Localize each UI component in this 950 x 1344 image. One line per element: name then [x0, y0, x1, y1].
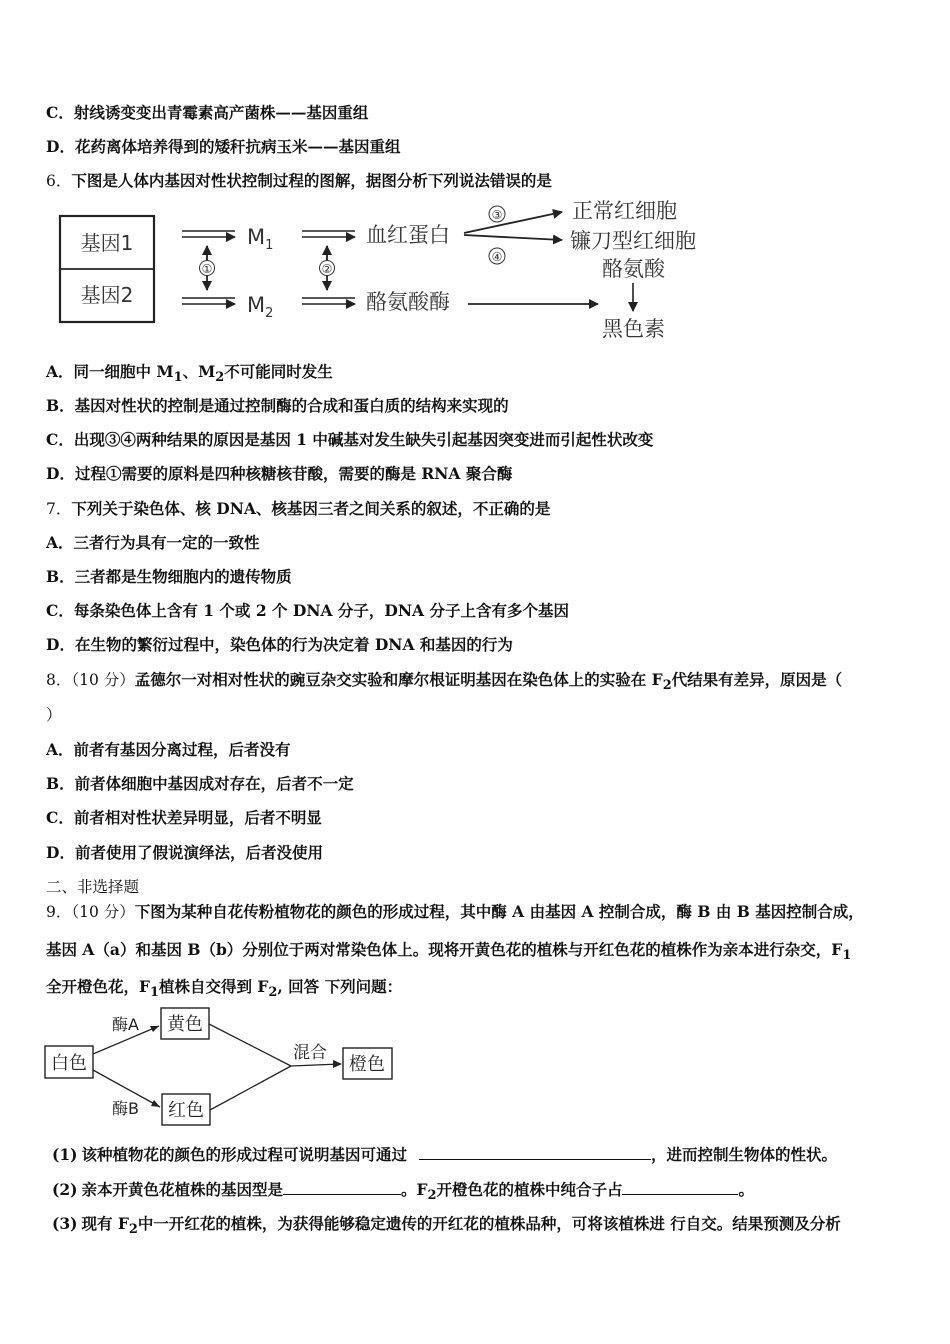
melanin-label: 黑色素 — [602, 317, 665, 341]
gene2-label: 基因2 — [80, 283, 134, 307]
answer-blank-3[interactable] — [622, 1180, 738, 1195]
question-9-stem-line3: 全开橙色花，$F_1$植株自交得到 $F_2$, 回答 下列问题： — [46, 977, 403, 1001]
q7-option-d: D．在生物的繁衍过程中，染色体的行为决定着 DNA 和基因的行为 — [46, 635, 513, 654]
section-heading: 二、非选择题 — [46, 878, 140, 896]
tyrosine-label: 酪氨酸 — [602, 257, 665, 281]
question-8-stem-cont: ） — [46, 706, 62, 724]
enzyme-a-label: 酶A — [112, 1015, 139, 1034]
question-8-stem: 8．（10 分）孟德尔一对相对性状的豌豆杂交实验和摩尔根证明基因在染色体上的实验在 $F_2$代结果有差异，原因是（ — [46, 670, 843, 694]
m2-label: $M_2$ — [247, 293, 274, 321]
step2-label: ② — [321, 262, 333, 276]
tyrosinase-label: 酪氨酸酶 — [366, 290, 450, 314]
q7-option-c: C．每条染色体上含有 1 个或 2 个 DNA 分子，DNA 分子上含有多个基因 — [46, 601, 569, 620]
option-d-prev: D．花药离体培养得到的矮秆抗病玉米——基因重组 — [46, 137, 401, 156]
q6-option-b: B．基因对性状的控制是通过控制酶的合成和蛋白质的结构来实现的 — [46, 396, 509, 415]
q6-option-a: A．同一细胞中 $M_1$、$M_2$不可能同时发生 — [46, 362, 333, 386]
hemoglobin-label: 血红蛋白 — [366, 223, 450, 247]
q8-option-a: A．前者有基因分离过程，后者没有 — [46, 740, 291, 759]
question-9-stem: 9．（10 分）下图为某种自花传粉植物花的颜色的形成过程，其中酶 A 由基因 A 控制合成，酶 B 由 B 基因控制合成， — [46, 902, 864, 921]
q9-part-1: (1) 该种植物花的颜色的形成过程可说明基因可通过 ，进而控制生物体的性状。 — [52, 1145, 837, 1164]
red-label: 红色 — [168, 1100, 204, 1121]
q7-option-a: A．三者行为具有一定的一致性 — [46, 533, 260, 552]
mix-label: 混合 — [293, 1043, 327, 1063]
step4-label: ④ — [491, 250, 503, 264]
enzyme-b-label: 酶B — [112, 1099, 139, 1118]
q6-option-d: D．过程①需要的原料是四种核糖核苷酸，需要的酶是 RNA 聚合酶 — [46, 464, 513, 483]
white-label: 白色 — [51, 1053, 87, 1074]
orange-label: 橙色 — [349, 1054, 385, 1075]
q9-part-2: (2) 亲本开黄色花植株的基因型是 。$F_2$开橙色花的植株中纯合子占 。 — [52, 1180, 754, 1204]
step1-label: ① — [201, 262, 213, 276]
q7-option-b: B．三者都是生物细胞内的遗传物质 — [46, 567, 292, 586]
flower-color-diagram — [44, 1006, 404, 1130]
q8-option-b: B．前者体细胞中基因成对存在，后者不一定 — [46, 774, 354, 793]
answer-blank-1[interactable] — [419, 1145, 651, 1160]
q8-option-c: C．前者相对性状差异明显，后者不明显 — [46, 808, 322, 827]
option-c-prev: C．射线诱变变出青霉素高产菌株——基因重组 — [46, 103, 369, 122]
yellow-label: 黄色 — [167, 1014, 203, 1035]
answer-blank-2[interactable] — [283, 1180, 401, 1195]
question-9-stem-line2: 基因 A（a）和基因 B（b）分别位于两对常染色体上。现将开黄色花的植株与开红色花的植株作为亲本进行杂交，$F_1$ — [46, 940, 852, 964]
q8-option-d: D．前者使用了假说演绎法，后者没使用 — [46, 843, 323, 862]
q6-option-c: C．出现③④两种结果的原因是基因 1 中碱基对发生缺失引起基因突变进而引起性状改变 — [46, 430, 654, 449]
question-7-stem: 7．下列关于染色体、核 DNA、核基因三者之间关系的叙述，不正确的是 — [46, 499, 551, 518]
gene1-label: 基因1 — [80, 231, 134, 255]
normal-rbc-label: 正常红细胞 — [572, 199, 677, 223]
m1-label: $M_1$ — [247, 225, 274, 253]
q9-part-3: (3) 现有 $F_2$中一开红花的植株，为获得能够稳定遗传的开红花的植株品种，可将该植株进 行自交。结果预测及分析 — [52, 1214, 841, 1238]
sickle-rbc-label: 镰刀型红细胞 — [570, 229, 696, 253]
question-6-stem: 6．下图是人体内基因对性状控制过程的图解，据图分析下列说法错误的是 — [46, 171, 552, 190]
gene-control-diagram — [50, 196, 730, 346]
step3-label: ③ — [491, 208, 503, 222]
